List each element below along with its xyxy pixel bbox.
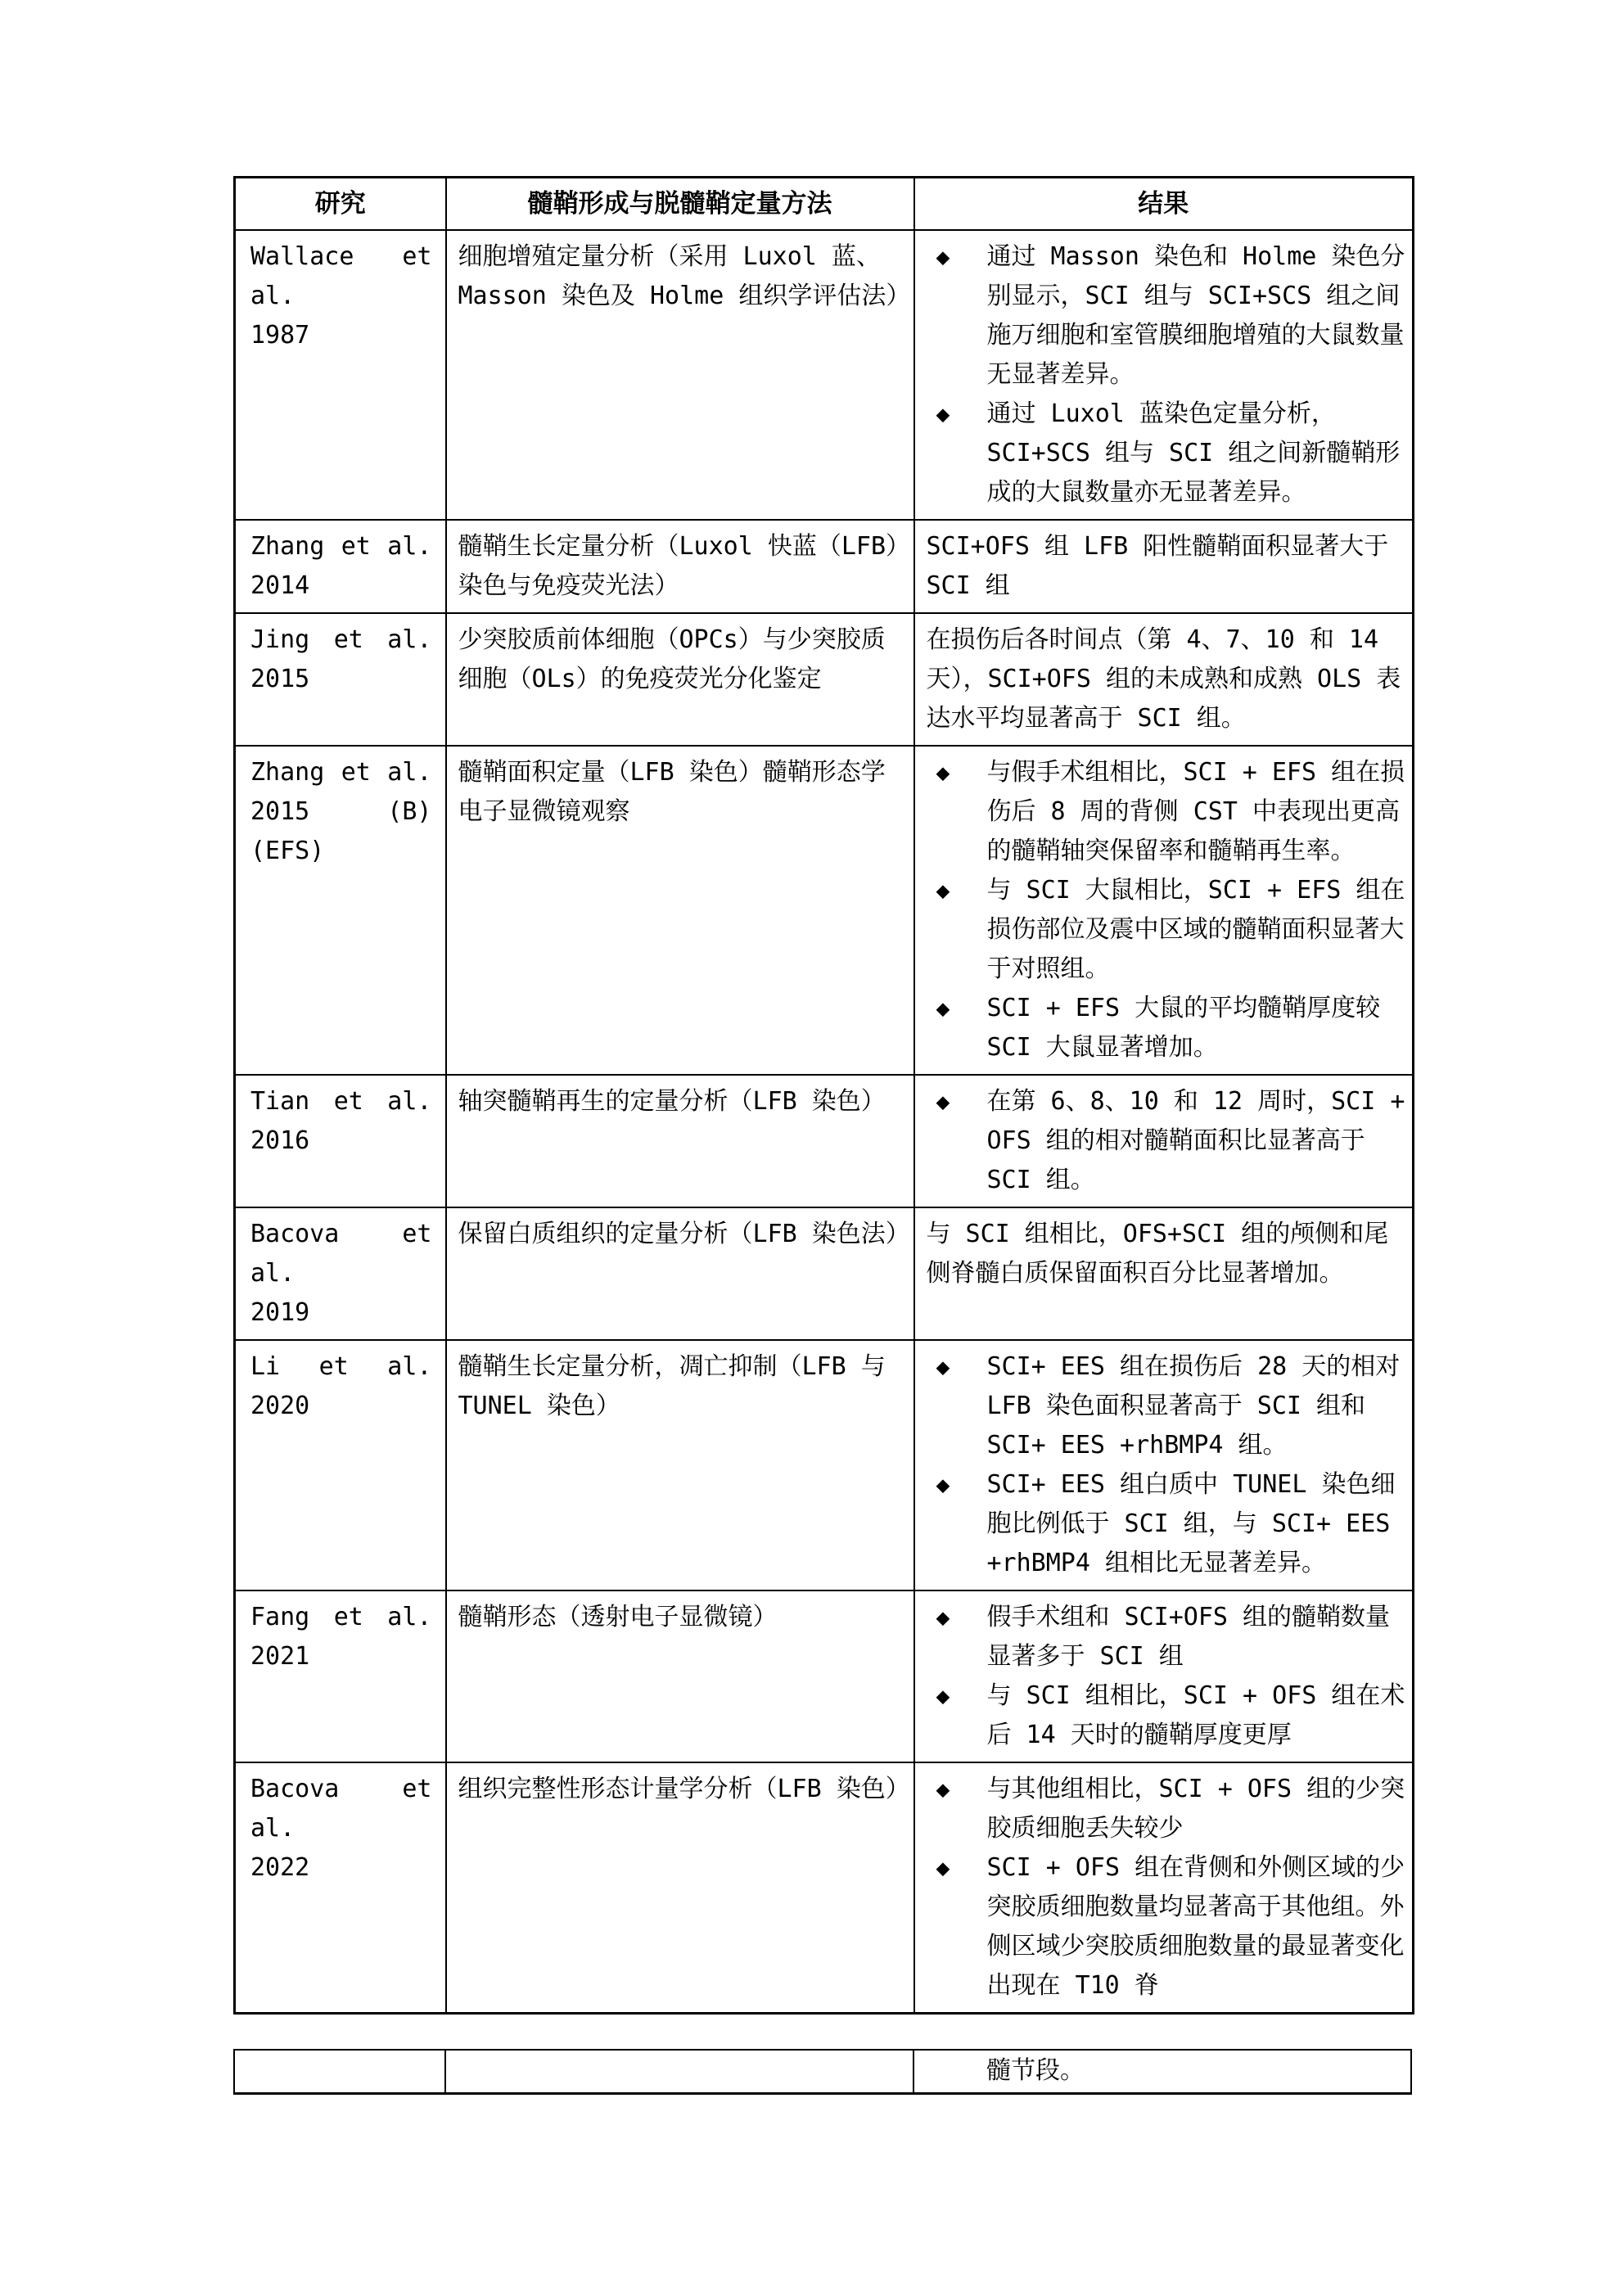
- table-row: [235, 1075, 1414, 1207]
- results-cell: [914, 1590, 1414, 1762]
- study-line: 2022: [250, 1853, 310, 1882]
- method-cell: 细胞增殖定量分析（采用 Luxol 蓝、Masson 染色及 Holme 组织学评估法）: [446, 230, 914, 520]
- results-cell: [914, 520, 1414, 613]
- document-content: [233, 176, 1412, 2095]
- bullet-text: 与其他组相比，SCI + OFS 组的少突胶质细胞丢失较少: [986, 1775, 1405, 1843]
- bullet-text: 通过 Luxol 蓝染色定量分析，SCI+SCS 组与 SCI 组之间新髓鞘形成的大鼠数量亦无显著差异。: [986, 399, 1401, 507]
- study-cell: [235, 613, 446, 746]
- study-cell: [235, 230, 446, 520]
- diamond-bullet-icon: ◆: [936, 400, 950, 427]
- diamond-bullet-icon: ◆: [936, 1353, 950, 1380]
- results-cell: [914, 613, 1414, 746]
- study-cell: [235, 1207, 446, 1340]
- diamond-bullet-icon: ◆: [936, 1088, 950, 1115]
- bullet-text: 通过 Masson 染色和 Holme 染色分别显示，SCI 组与 SCI+SCS 组之间施万细胞和室管膜细胞增殖的大鼠数量无显著差异。: [986, 242, 1405, 389]
- bullet-item: [915, 1082, 1406, 1200]
- bullet-item: [915, 1465, 1406, 1583]
- study-line: 2021: [250, 1642, 310, 1671]
- study-line: Wallace et: [250, 242, 432, 271]
- method-cell: 少突胶质前体细胞（OPCs）与少突胶质细胞（OLs）的免疫荧光分化鉴定: [446, 613, 914, 746]
- results-cell: [914, 230, 1414, 520]
- study-line: Bacova et al.: [250, 1220, 432, 1288]
- bullet-text: SCI+ EES 组在损伤后 28 天的相对 LFB 染色面积显著高于 SCI 组和 SCI+ EES +rhBMP4 组。: [986, 1352, 1401, 1460]
- studies-table: [233, 176, 1414, 2015]
- bullet-text: 在第 6、8、10 和 12 周时，SCI + OFS 组的相对髓鞘面积比显著高于 SCI 组。: [986, 1087, 1405, 1194]
- study-cell: [235, 746, 446, 1075]
- study-line: 2014: [250, 571, 310, 600]
- continuation-table: [233, 2049, 1412, 2095]
- study-line: Zhang et al.: [250, 758, 432, 787]
- continuation-text: 髓节段。: [986, 2056, 1085, 2085]
- diamond-bullet-icon: ◆: [936, 243, 950, 270]
- bullet-item: [915, 395, 1406, 512]
- bullet-item: [915, 753, 1406, 871]
- study-cell: [235, 520, 446, 613]
- study-cell: [235, 1340, 446, 1590]
- bullet-text: SCI+ EES 组白质中 TUNEL 染色细胞比例低于 SCI 组，与 SCI+ EES +rhBMP4 组相比无显著差异。: [986, 1470, 1396, 1577]
- header-row: [235, 178, 1414, 231]
- diamond-bullet-icon: ◆: [936, 877, 950, 904]
- study-line: (EFS): [250, 837, 325, 865]
- bullet-text: 与假手术组相比，SCI + EFS 组在损伤后 8 周的背侧 CST 中表现出更高的髓鞘轴突保留率和髓鞘再生率。: [986, 758, 1405, 865]
- table-row: [235, 520, 1414, 613]
- result-text: SCI+OFS 组 LFB 阳性髓鞘面积显著大于 SCI 组: [926, 532, 1389, 600]
- table-row: [235, 230, 1414, 520]
- method-cell: 保留白质组织的定量分析（LFB 染色法）: [446, 1207, 914, 1340]
- study-line: 2015 (B): [250, 797, 432, 826]
- diamond-bullet-icon: ◆: [936, 995, 950, 1022]
- study-cell: [235, 1762, 446, 2014]
- column-header-method: 髓鞘形成与脱髓鞘定量方法: [446, 178, 914, 231]
- study-line: 2015: [250, 665, 310, 693]
- results-cell: [914, 746, 1414, 1075]
- continuation-results-cell: [913, 2051, 1412, 2092]
- table-row: [235, 1590, 1414, 1762]
- result-text: 与 SCI 组相比，OFS+SCI 组的颅侧和尾侧脊髓白质保留面积百分比显著增加。: [926, 1220, 1389, 1288]
- method-cell: 组织完整性形态计量学分析（LFB 染色）: [446, 1762, 914, 2014]
- study-line: Fang et al.: [250, 1603, 432, 1631]
- bullet-item: [915, 1770, 1406, 1848]
- study-line: al.: [250, 282, 295, 310]
- method-cell: 轴突髓鞘再生的定量分析（LFB 染色）: [446, 1075, 914, 1207]
- bullet-text: 与 SCI 大鼠相比，SCI + EFS 组在损伤部位及震中区域的髓鞘面积显著大于对照组。: [986, 876, 1405, 983]
- study-line: 2020: [250, 1392, 310, 1420]
- method-cell: 髓鞘生长定量分析（Luxol 快蓝（LFB）染色与免疫荧光法）: [446, 520, 914, 613]
- column-header-results: 结果: [914, 178, 1414, 231]
- bullet-item: [915, 1598, 1406, 1676]
- study-cell: [235, 1075, 446, 1207]
- method-cell: 髓鞘生长定量分析，凋亡抑制（LFB 与 TUNEL 染色）: [446, 1340, 914, 1590]
- study-line: Tian et al.: [250, 1087, 432, 1116]
- bullet-item: [915, 989, 1406, 1067]
- table-row: [235, 1762, 1414, 2014]
- bullet-item: [915, 871, 1406, 989]
- bullet-text: 假手术组和 SCI+OFS 组的髓鞘数量显著多于 SCI 组: [986, 1603, 1391, 1671]
- study-line: 1987: [250, 321, 310, 350]
- continuation-method-cell: [444, 2051, 913, 2092]
- table-row: [235, 1340, 1414, 1590]
- diamond-bullet-icon: ◆: [936, 759, 950, 786]
- diamond-bullet-icon: ◆: [936, 1604, 950, 1631]
- study-line: Bacova et al.: [250, 1775, 432, 1843]
- results-cell: [914, 1075, 1414, 1207]
- diamond-bullet-icon: ◆: [936, 1471, 950, 1498]
- result-text: 在损伤后各时间点（第 4、7、10 和 14 天），SCI+OFS 组的未成熟和成熟 OLS 表达水平均显著高于 SCI 组。: [926, 625, 1401, 733]
- method-cell: 髓鞘面积定量（LFB 染色）髓鞘形态学电子显微镜观察: [446, 746, 914, 1075]
- diamond-bullet-icon: ◆: [936, 1854, 950, 1881]
- table-row: [235, 613, 1414, 746]
- continuation-study-cell: [233, 2051, 444, 2092]
- study-line: Zhang et al.: [250, 532, 432, 561]
- study-line: 2016: [250, 1126, 310, 1155]
- bullet-text: SCI + OFS 组在背侧和外侧区域的少突胶质细胞数量均显著高于其他组。外侧区域少突胶质细胞数量的最显著变化出现在 T10 脊: [986, 1853, 1405, 2000]
- column-header-study: 研究: [235, 178, 446, 231]
- results-cell: [914, 1762, 1414, 2014]
- diamond-bullet-icon: ◆: [936, 1682, 950, 1709]
- bullet-item: [915, 1676, 1406, 1755]
- results-cell: [914, 1340, 1414, 1590]
- bullet-text: SCI + EFS 大鼠的平均髓鞘厚度较 SCI 大鼠显著增加。: [986, 994, 1381, 1062]
- study-line: Li et al.: [250, 1352, 432, 1381]
- diamond-bullet-icon: ◆: [936, 1775, 950, 1803]
- study-cell: [235, 1590, 446, 1762]
- bullet-text: 与 SCI 组相比，SCI + OFS 组在术后 14 天时的髓鞘厚度更厚: [986, 1681, 1405, 1749]
- bullet-item: [915, 237, 1406, 395]
- bullet-item: [915, 1848, 1406, 2006]
- table-row: [235, 746, 1414, 1075]
- method-cell: 髓鞘形态（透射电子显微镜）: [446, 1590, 914, 1762]
- study-line: 2019: [250, 1298, 310, 1327]
- table-row: [235, 1207, 1414, 1340]
- results-cell: [914, 1207, 1414, 1340]
- bullet-item: [915, 1347, 1406, 1465]
- study-line: Jing et al.: [250, 625, 432, 654]
